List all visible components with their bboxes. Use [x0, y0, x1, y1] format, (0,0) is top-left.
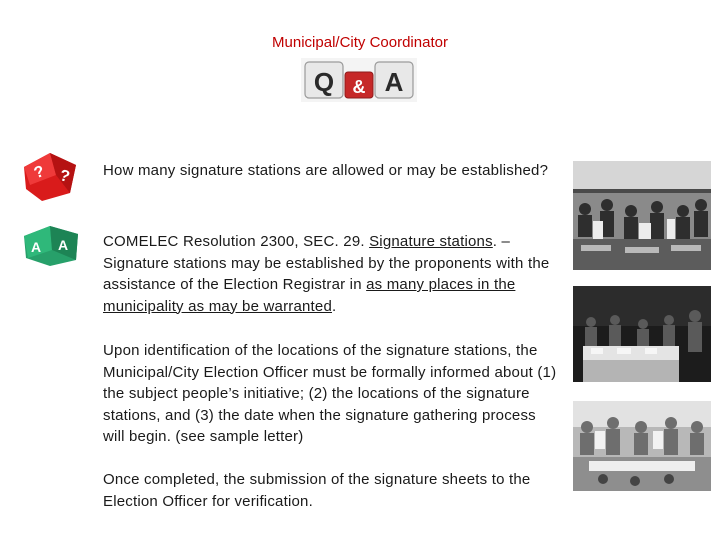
logo-q: Q [313, 67, 335, 97]
signature-station-photo-outdoor [573, 401, 711, 491]
question-dice-icon [20, 145, 82, 205]
question-text: How many signature stations are allowed or may be established? [103, 162, 549, 179]
logo-amp: & [352, 77, 366, 97]
page-title: Municipal/City Coordinator [272, 34, 448, 51]
answer-body: . – Signature stations may be established by the proponents with the assistance of the Election Registrar in [103, 233, 550, 293]
answer-glyph-1: A [30, 239, 42, 255]
answer-glyph-2: A [57, 237, 69, 253]
answer-citation: COMELEC Resolution 2300, SEC. 29. [103, 233, 370, 250]
answer-signature-stations-term: Signature stations [369, 233, 493, 250]
answer-places-clause: as many places in the municipality as may be warranted [103, 276, 516, 315]
answer-end: . [332, 297, 337, 315]
submission-paragraph: Once completed, the submission of the signature sheets to the Election Officer for verification. [103, 471, 531, 510]
signature-station-photo-crowd [573, 161, 711, 270]
logo-a: A [384, 67, 404, 97]
identification-paragraph: Upon identification of the locations of the signature stations, the Municipal/City Election Officer must be formally informed about (1) the subject people’s initiative; (2) the locations of the signature stations, and (3) the date when the signature gathering process will begin. (see sample letter) [103, 342, 557, 445]
question-glyph-2: ? [57, 167, 72, 187]
answer-text [103, 231, 559, 317]
signature-station-photo-hall [573, 286, 711, 382]
question-glyph-1: ? [31, 163, 47, 183]
qa-logo [301, 58, 417, 102]
answer-dice-icon [22, 222, 80, 268]
